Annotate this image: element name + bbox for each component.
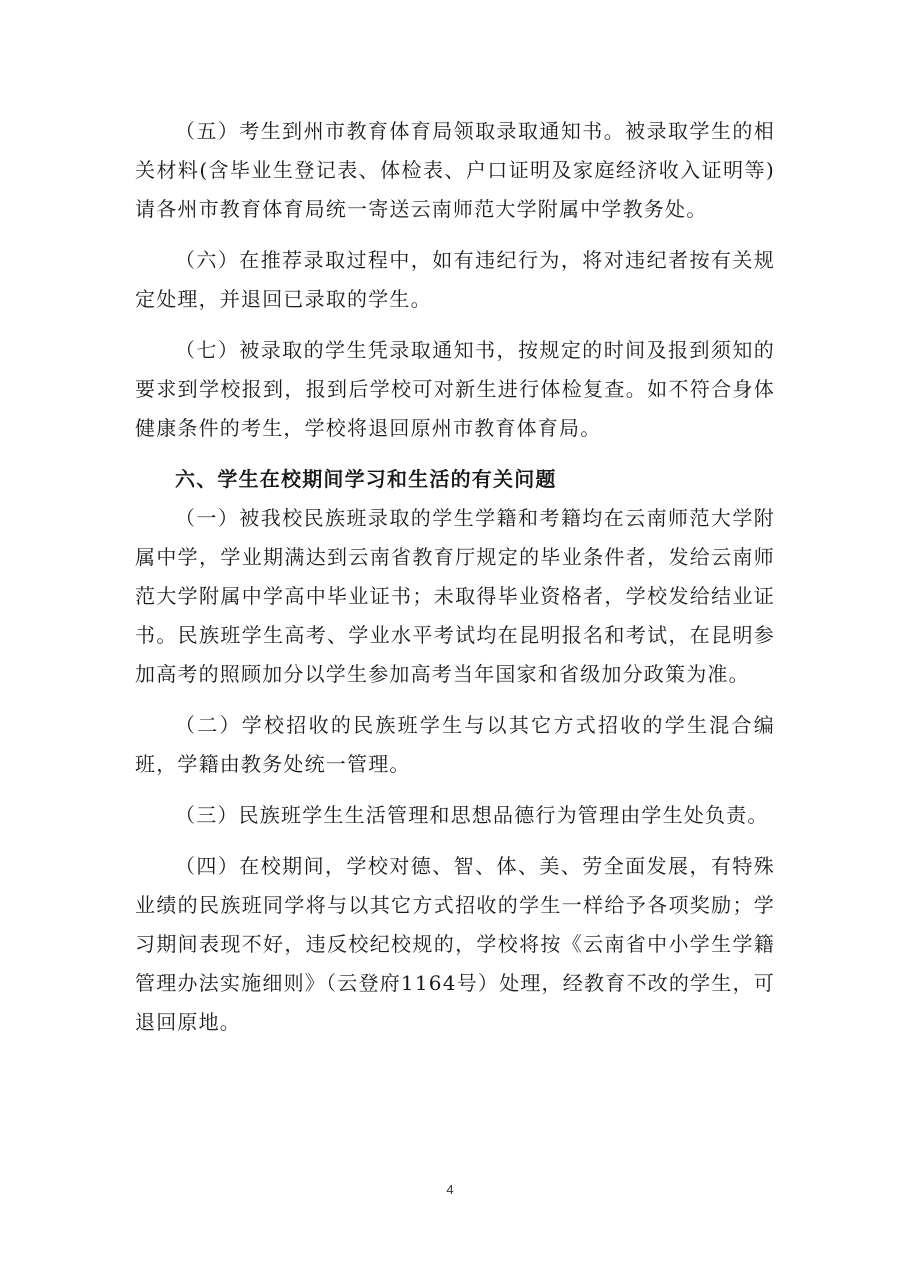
section-heading: 六、学生在校期间学习和生活的有关问题 (175, 467, 557, 491)
page-number: 4 (446, 1182, 454, 1197)
paragraph-item-7: （七）被录取的学生凭录取通知书，按规定的时间及报到须知的要求到学校报到，报到后学校可对新生进行体检复查。如不符合身体健康条件的考生，学校将退回原州市教育体育局。 (135, 338, 775, 440)
document-body (135, 112, 775, 1042)
paragraph-item-3: （三）民族班学生生活管理和思想品德行为管理由学生处负责。 (175, 803, 769, 827)
paragraph-item-1: （一）被我校民族班录取的学生学籍和考籍均在云南师范大学附属中学，学业期满达到云南省教育厅规定的毕业条件者，发给云南师范大学附属中学高中毕业证书；未取得毕业资格者，学校发给结业证书。民族班学生高考、学业水平考试均在昆明报名和考试，在昆明参加高考的照顾加分以学生参加高考当年国家和省级加分政策为准。 (135, 506, 775, 686)
paragraph-item-4: （四）在校期间，学校对德、智、体、美、劳全面发展，有特殊业绩的民族班同学将与以其它方式招收的学生一样给予各项奖励；学习期间表现不好，违反校纪校规的，学校将按《云南省中小学生学籍管理办法实施细则》（云登府1164号）处理，经教育不改的学生，可退回原地。 (135, 854, 775, 1034)
paragraph-item-2: （二）学校招收的民族班学生与以其它方式招收的学生混合编班，学籍由教务处统一管理。 (135, 713, 775, 776)
paragraph-item-5: （五）考生到州市教育体育局领取录取通知书。被录取学生的相关材料(含毕业生登记表、体检表、户口证明及家庭经济收入证明等)请各州市教育体育局统一寄送云南师范大学附属中学教务处。 (135, 119, 775, 221)
paragraph-item-6: （六）在推荐录取过程中，如有违纪行为，将对违纪者按有关规定处理，并退回已录取的学生。 (135, 248, 775, 311)
